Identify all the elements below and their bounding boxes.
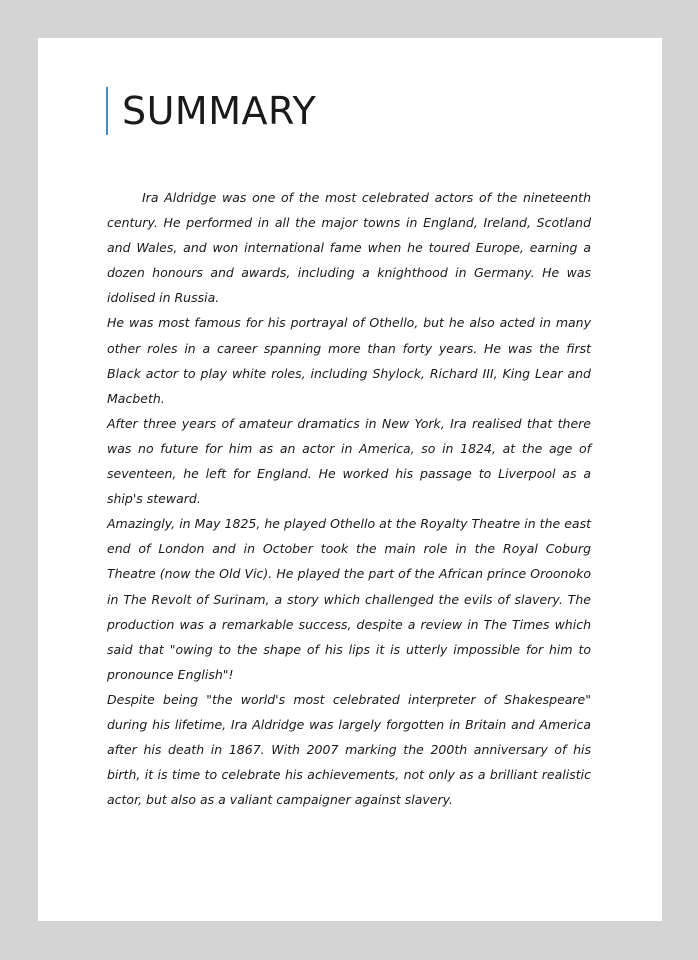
document-page bbox=[38, 38, 662, 921]
paragraph-4: Amazingly, in May 1825, he played Othello at the Royalty Theatre in the east end of London and in October took the main role in the Royal Coburg Theatre (now the Old Vic). He played the part of the African prince Oroonoko in The Revolt of Surinam, a story which challenged the evils of slavery. The production was a remarkable success, despite a review in The Times which said that "owing to the shape of his lips it is utterly impossible for him to pronounce English"! bbox=[107, 516, 591, 682]
paragraph-5: Despite being "the world's most celebrated interpreter of Shakespeare" during his lifetime, Ira Aldridge was largely forgotten in Britain and America after his death in 1867. With 2007 marking the 200th anniversary of his birth, it is time to celebrate his achievements, not only as a brilliant realistic actor, but also as a valiant campaigner against slavery. bbox=[107, 691, 591, 808]
paragraph-1: Ira Aldridge was one of the most celebrated actors of the nineteenth century. He performed in all the major towns in England, Ireland, Scotland and Wales, and won international fame when he toured Europe, earning a dozen honours and awards, including a knighthood in Germany. He was idolised in Russia. bbox=[107, 190, 591, 306]
summary-body bbox=[107, 185, 591, 812]
paragraph-3: After three years of amateur dramatics in New York, Ira realised that there was no future for him as an actor in America, so in 1824, at the age of seventeen, he left for England. He worked his passage to Liverpool as a ship's steward. bbox=[107, 415, 591, 507]
paragraph-2: He was most famous for his portrayal of Othello, but he also acted in many other roles in a career spanning more than forty years. He was the first Black actor to play white roles, including Shylock, Richard III, King Lear and Macbeth. bbox=[107, 315, 591, 406]
page-title: SUMMARY bbox=[122, 89, 317, 133]
heading-block bbox=[106, 87, 316, 135]
